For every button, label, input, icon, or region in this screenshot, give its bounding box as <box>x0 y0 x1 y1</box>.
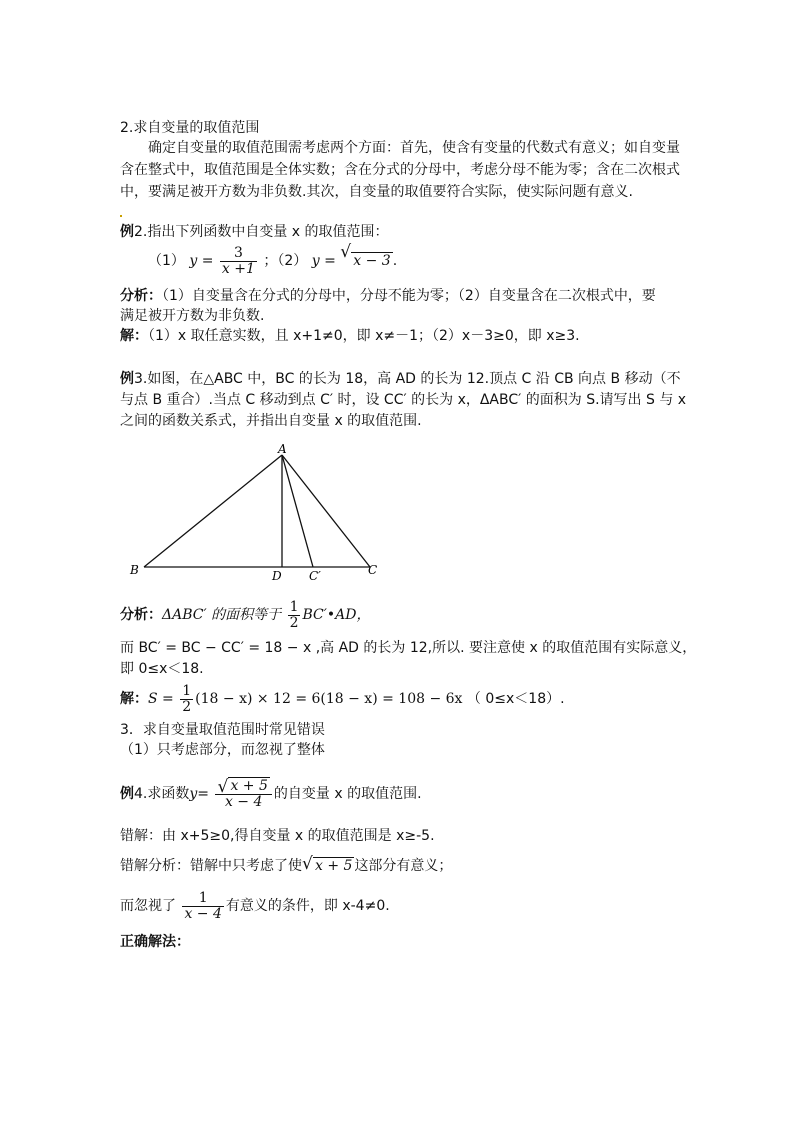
example2-solution <box>120 326 580 346</box>
example3-analysis-line2: 而 BC′ = BC − CC′ = 18 − x ,高 AD 的长为 12,所以. 要注意使 x 的取值范围有实际意义， <box>120 640 697 656</box>
half-denominator: 2 <box>289 614 299 631</box>
half-numerator: 1 <box>289 598 299 615</box>
example4-radicand: x + 5 <box>230 777 268 794</box>
formula1-numerator: 3 <box>220 246 257 262</box>
example3-analysis <box>120 598 371 632</box>
example3-line1-text: 3.如图，在△ABC 中，BC 的长为 18，高 AD 的长为 12.顶点 C 沿 CB 向点 B 移动（不 <box>134 371 681 387</box>
formula1-prefix: （1） <box>148 253 185 269</box>
example2-analysis-line1 <box>120 286 656 306</box>
section3-heading: 3．求自变量取值范围时常见错误 <box>120 722 325 738</box>
section2-paragraph-line1: 确定自变量的取值范围需考虑两个方面：首先，使含有变量的代数式有意义；如自变量 <box>148 140 680 156</box>
decorative-dot <box>120 215 122 217</box>
example4-wrong-solution: 错解：由 x+5≥0,得自变量 x 的取值范围是 x≥-5. <box>120 828 435 844</box>
formula1-fraction <box>220 246 257 277</box>
sqrt-icon: √ <box>340 242 352 262</box>
solution-fraction <box>180 684 193 715</box>
formula2-end: . <box>392 253 398 269</box>
wrong-analysis-pre: 错解分析：错解中只考虑了使 <box>120 858 302 874</box>
example4-correct-solution-label: 正确解法： <box>120 934 190 950</box>
label-d: D <box>272 569 282 583</box>
example3-line2: 与点 B 重合）.当点 C 移动到点 C′ 时，设 CC′ 的长为 x，ΔABC′ 的面积为 S.请写出 S 与 x <box>120 392 687 408</box>
example4-sqrt <box>217 776 269 797</box>
wrong-analysis-sqrt <box>302 856 354 876</box>
example2-title <box>120 222 389 242</box>
formula1-denominator: x +1 <box>221 260 255 277</box>
example4-fraction <box>215 776 271 810</box>
solution-text: （1）x 取任意实数，且 x+1≠0，即 x≠－1；（2）x－3≥0，即 x≥3. <box>148 328 580 344</box>
analysis-label: 分析： <box>120 607 162 623</box>
solution-label: 解： <box>120 328 148 344</box>
solution-expression: (18 − x) × 12 = 6(18 − x) = 108 − 6x <box>195 691 463 707</box>
example4-numerator <box>215 776 271 797</box>
example2-formulas <box>148 244 397 278</box>
ignored-numerator: 1 <box>182 891 223 907</box>
example3-label: 例 <box>120 371 134 387</box>
example3-line3: 之间的函数关系式，并指出自变量 x 的取值范围. <box>120 413 422 429</box>
formula2-radicand: x − 3 <box>353 253 391 269</box>
sqrt-icon: √ <box>217 776 229 797</box>
label-c-prime: C′ <box>309 569 321 583</box>
label-c: C <box>368 563 378 577</box>
solution-range: （ 0≤x＜18）. <box>466 691 565 707</box>
wrong-analysis-post: 这部分有意义； <box>354 858 453 874</box>
analysis-text: （1）自变量含在分式的分母中，分母不能为零；（2）自变量含在二次根式中，要 <box>162 288 656 304</box>
example3-analysis-line3: 即 0≤x＜18. <box>120 661 204 677</box>
ignored-post: 有意义的条件，即 x-4≠0. <box>225 898 390 914</box>
label-b: B <box>130 563 139 577</box>
section2-paragraph-line3: 中，要满足被开方数为非负数.其次，自变量的取值要符合实际，使实际问题有意义. <box>120 184 633 200</box>
example2-title-text: 2.指出下列函数中自变量 x 的取值范围： <box>134 224 389 240</box>
formula-separator: ；（2） <box>263 253 308 269</box>
triangle-figure <box>120 440 400 590</box>
example2-label: 例 <box>120 224 134 240</box>
example4-denominator: x − 4 <box>224 793 263 810</box>
side-ab <box>144 455 282 567</box>
solution-lhs: S = <box>148 691 174 707</box>
ignored-fraction <box>182 891 223 922</box>
sqrt-icon: √ <box>302 854 313 874</box>
section3-subheading: （1）只考虑部分，而忽视了整体 <box>120 742 325 758</box>
analysis-label: 分析： <box>120 288 162 304</box>
solution-label: 解： <box>120 691 148 707</box>
ignored-denominator: x − 4 <box>184 905 222 922</box>
solution-denominator: 2 <box>182 698 192 715</box>
analysis-area-text: ΔABC′ 的面积等于 <box>162 607 282 623</box>
analysis-area-formula: BC′•AD， <box>302 607 371 623</box>
label-a: A <box>278 442 287 456</box>
example4-pre: 4.求函数 <box>134 786 190 802</box>
example4-label: 例 <box>120 786 134 802</box>
example4-ignored-condition <box>120 888 390 924</box>
solution-numerator: 1 <box>182 682 192 699</box>
example4-post: 的自变量 x 的取值范围. <box>273 786 422 802</box>
formula1-lhs: y = <box>189 253 214 269</box>
formula2-lhs: y = <box>311 253 336 269</box>
section2-heading: 2.求自变量的取值范围 <box>120 120 260 136</box>
section2-paragraph-line2: 含在整式中，取值范围是全体实数；含在分式的分母中，考虑分母不能为零；含在二次根式 <box>120 162 680 178</box>
wrong-analysis-radicand: x + 5 <box>315 858 353 874</box>
side-ac <box>282 455 370 567</box>
example3-line1 <box>120 369 681 389</box>
example2-analysis-line2: 满足被开方数为非负数. <box>120 308 265 324</box>
example4-title <box>120 772 422 816</box>
example3-solution <box>120 682 565 716</box>
formula2-sqrt <box>340 244 392 278</box>
segment-ac-prime <box>282 455 313 567</box>
example4-lhs: y= <box>189 786 209 802</box>
example4-wrong-analysis <box>120 856 452 876</box>
half-fraction <box>288 600 301 631</box>
ignored-pre: 而忽视了 <box>120 898 176 914</box>
